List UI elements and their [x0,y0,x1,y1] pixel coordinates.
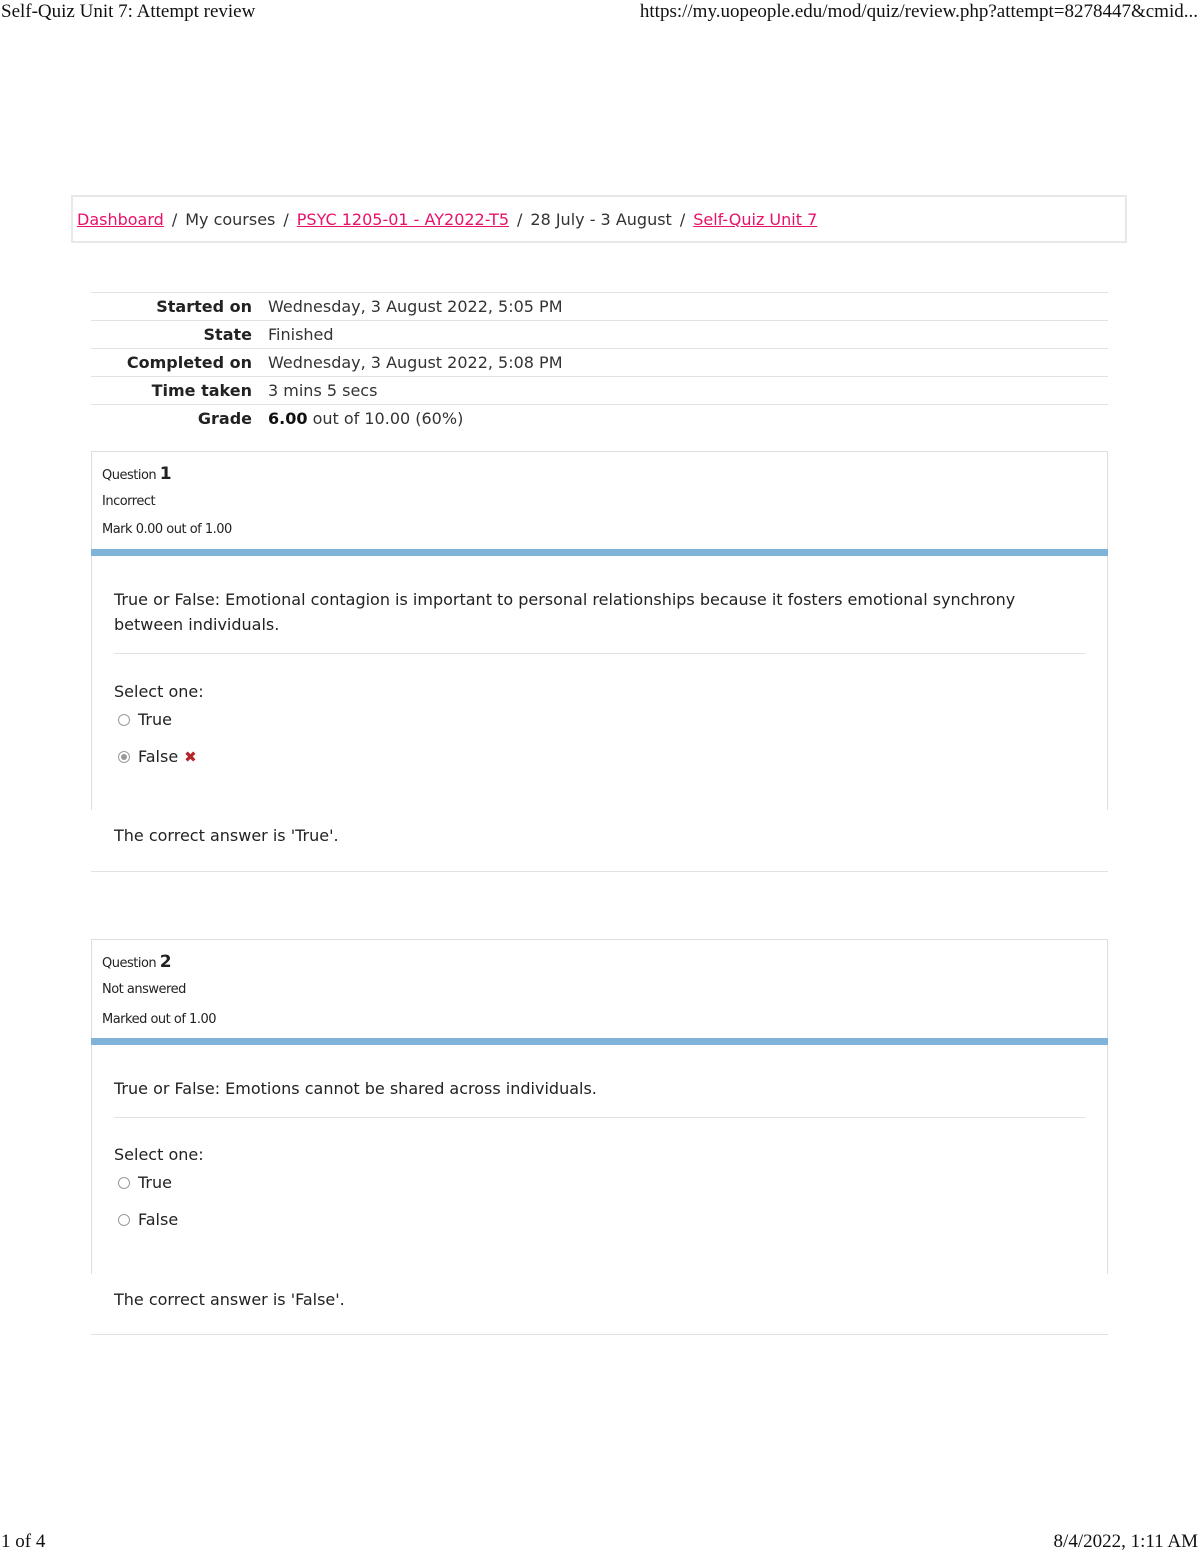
radio-checked-icon[interactable] [118,751,130,763]
question-1-status: Incorrect [102,494,156,509]
breadcrumb-week: 28 July - 3 August [530,209,672,229]
question-2-option-true[interactable] [114,1164,1085,1201]
page-counter: 1 of 4 [1,1531,46,1552]
completed-on-value: Wednesday, 3 August 2022, 5:08 PM [268,353,563,372]
option-label: True [138,1173,172,1192]
option-label: False [138,747,179,766]
print-footer [0,1530,1200,1554]
question-1-mark: Mark 0.00 out of 1.00 [102,522,232,537]
question-1-divider-bar [91,549,1108,556]
breadcrumb-separator: / [171,209,178,229]
print-page-url: https://my.uopeople.edu/mod/quiz/review.php?attempt=8278447&cmid... [639,1,1198,22]
time-taken-value: 3 mins 5 secs [268,381,378,400]
grade-out-of: out of 10.00 (60%) [307,409,464,429]
state-label: State [203,325,252,344]
breadcrumb-quiz-link[interactable]: Self-Quiz Unit 7 [693,209,818,229]
summary-row-state [91,321,1108,349]
summary-row-started [91,293,1108,321]
incorrect-x-icon: ✖ [184,747,197,766]
question-1-label: Question [102,468,157,483]
question-2-number: 2 [159,952,172,972]
question-1-body [91,556,1108,810]
grade-label: Grade [197,409,252,429]
time-taken-label: Time taken [151,381,252,400]
state-value: Finished [268,325,334,344]
grade-score: 6.00 [268,409,308,429]
completed-on-label: Completed on [126,353,252,372]
started-on-label: Started on [156,297,252,316]
question-2-info [91,939,1108,1038]
breadcrumb-my-courses: My courses [185,209,276,229]
breadcrumb-separator: / [283,209,289,229]
question-1-option-true[interactable] [114,701,1085,738]
print-datetime: 8/4/2022, 1:11 AM [1053,1531,1198,1552]
option-label: True [138,710,172,729]
radio-unchecked-icon[interactable] [118,1177,130,1189]
attempt-summary-table [91,292,1108,433]
question-2-status: Not answered [102,982,186,997]
option-label: False [138,1210,179,1229]
breadcrumb-separator: / [679,209,686,229]
breadcrumb-course-link[interactable]: PSYC 1205-01 - AY2022-T5 [296,209,509,229]
breadcrumb-separator: / [517,209,523,229]
summary-row-completed [91,349,1108,377]
print-page-title: Self-Quiz Unit 7: Attempt review [1,1,256,22]
radio-unchecked-icon[interactable] [118,714,130,726]
grade-value [268,405,1108,433]
question-1-option-false[interactable] [114,738,1085,775]
question-2-text: True or False: Emotions cannot be shared across individuals. [114,1076,1085,1118]
question-2-body [91,1045,1108,1274]
summary-row-grade [91,405,1108,433]
question-2-feedback: The correct answer is 'False'. [91,1290,1108,1335]
summary-row-time [91,377,1108,405]
started-on-value: Wednesday, 3 August 2022, 5:05 PM [268,297,563,316]
breadcrumb [71,195,1127,243]
radio-unchecked-icon[interactable] [118,1214,130,1226]
question-2-prompt: Select one: [114,1145,204,1164]
question-2-divider-bar [91,1038,1108,1045]
print-header [0,0,1200,26]
question-1-feedback: The correct answer is 'True'. [91,826,1108,872]
question-2-mark: Marked out of 1.00 [102,1012,217,1027]
breadcrumb-dashboard-link[interactable]: Dashboard [77,209,164,229]
question-1-info [91,451,1108,549]
question-2-label: Question [102,956,157,971]
question-2-option-false[interactable] [114,1201,1085,1238]
question-1-prompt: Select one: [114,682,204,701]
question-1-text: True or False: Emotional contagion is important to personal relationships because it fosters emotional synchrony between individuals. [114,587,1085,654]
question-1-number: 1 [159,464,172,484]
